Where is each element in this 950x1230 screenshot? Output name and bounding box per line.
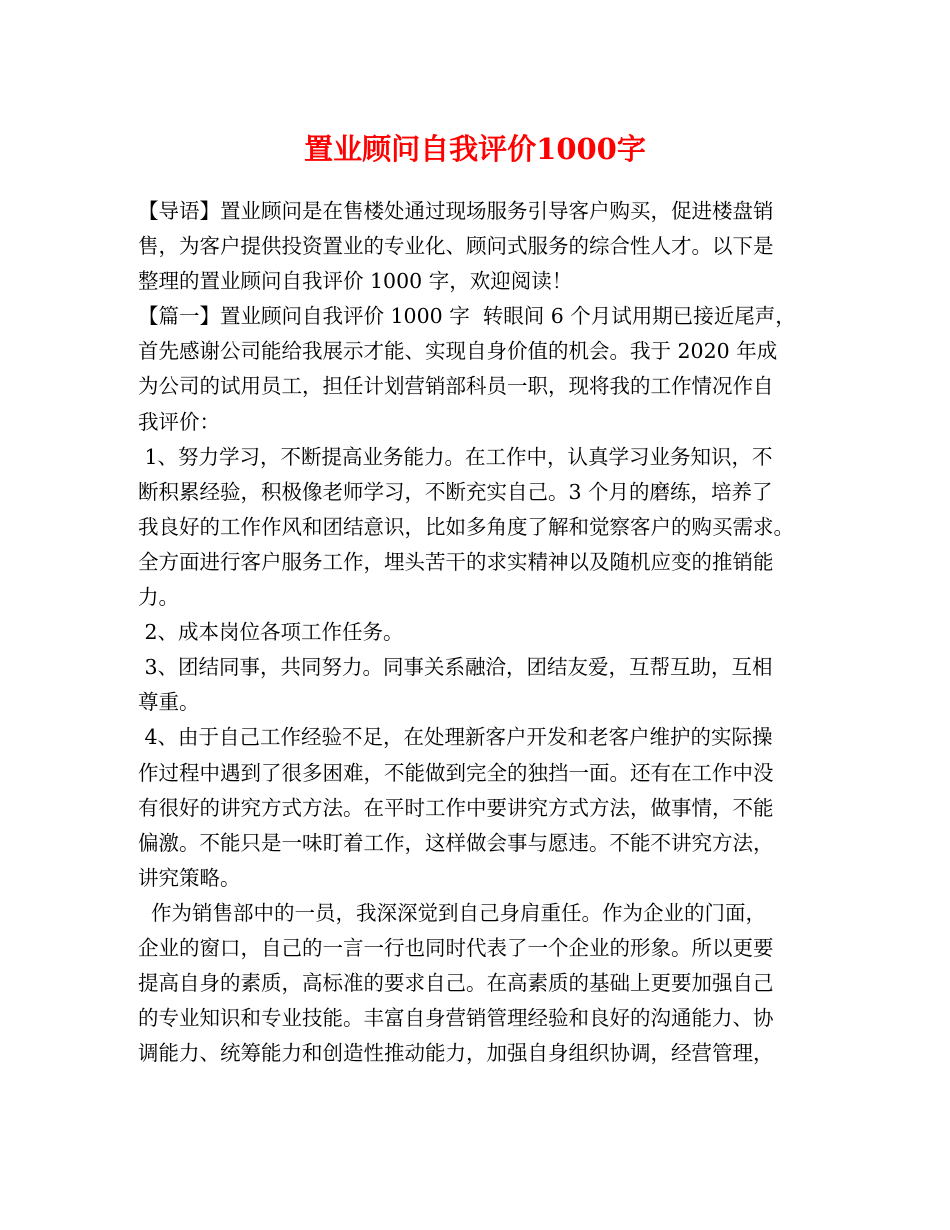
text-line: 售，为客户提供投资置业的专业化、顾问式服务的综合性人才。以下是 bbox=[138, 234, 774, 259]
text-line: 企业的窗口，自己的一言一行也同时代表了一个企业的形象。所以更要 bbox=[138, 935, 774, 960]
text-line: 【篇一】置业顾问自我评价 1000 字 转眼间 6 个月试用期已接近尾声， bbox=[138, 304, 796, 329]
text-line: 力。 bbox=[138, 585, 179, 610]
text-line: 2、成本岗位各项工作任务。 bbox=[138, 620, 404, 645]
text-line: 我评价： bbox=[138, 409, 220, 434]
text-line: 尊重。 bbox=[138, 690, 200, 715]
text-line: 调能力、统筹能力和创造性推动能力，加强自身组织协调，经营管理， bbox=[138, 1041, 774, 1066]
document-body bbox=[138, 194, 838, 1071]
text-line: 提高自身的素质，高标准的要求自己。在高素质的基础上更要加强自己 bbox=[138, 971, 774, 996]
text-line: 全方面进行客户服务工作，埋头苦干的求实精神以及随机应变的推销能 bbox=[138, 549, 774, 574]
text-line: 整理的置业顾问自我评价 1000 字，欢迎阅读！ bbox=[138, 269, 573, 294]
text-line: 作为销售部中的一员，我深深觉到自己身肩重任。作为企业的门面， bbox=[138, 900, 767, 925]
text-line: 3、团结同事，共同努力。同事关系融洽，团结友爱，互帮互助，互相 bbox=[138, 655, 773, 680]
text-line: 的专业知识和专业技能。丰富自身营销管理经验和良好的沟通能力、协 bbox=[138, 1006, 774, 1031]
text-line: 作过程中遇到了很多困难，不能做到完全的独挡一面。还有在工作中没 bbox=[138, 760, 774, 785]
text-line: 首先感谢公司能给我展示才能、实现自身价值的机会。我于 2020 年成 bbox=[138, 339, 778, 364]
text-line: 为公司的试用员工，担任计划营销部科员一职，现将我的工作情况作自 bbox=[138, 374, 774, 399]
text-line: 偏激。不能只是一味盯着工作，这样做会事与愿违。不能不讲究方法， bbox=[138, 830, 774, 855]
text-line: 有很好的讲究方式方法。在平时工作中要讲究方式方法，做事情，不能 bbox=[138, 795, 774, 820]
text-line: 断积累经验，积极像老师学习，不断充实自己。3 个月的磨练，培养了 bbox=[138, 479, 773, 504]
document-title: 置业顾问自我评价1000字 bbox=[304, 132, 646, 166]
text-line: 讲究策略。 bbox=[138, 865, 241, 890]
text-line: 1、努力学习，不断提高业务能力。在工作中，认真学习业务知识，不 bbox=[138, 444, 773, 469]
text-line: 我良好的工作作风和团结意识，比如多角度了解和觉察客户的购买需求。 bbox=[138, 514, 794, 539]
text-line: 【导语】置业顾问是在售楼处通过现场服务引导客户购买，促进楼盘销 bbox=[138, 199, 774, 223]
text-line: 4、由于自己工作经验不足，在处理新客户开发和老客户维护的实际操 bbox=[138, 725, 773, 750]
